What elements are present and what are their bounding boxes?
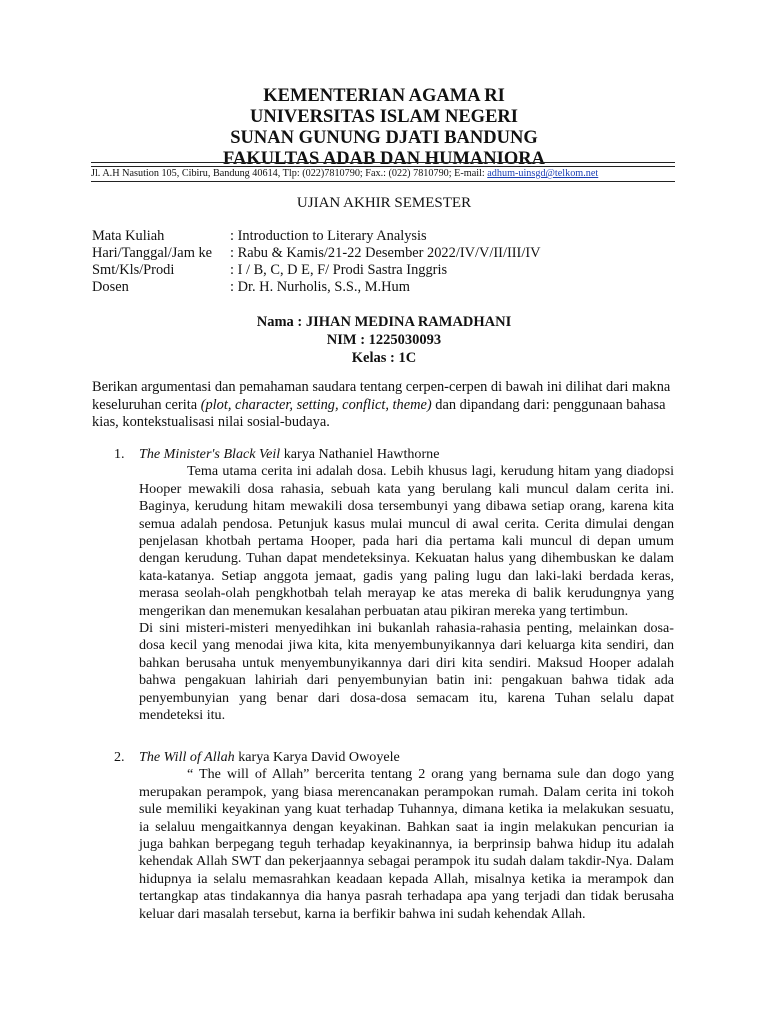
exam-title: UJIAN AKHIR SEMESTER (296, 195, 472, 211)
info-row (92, 245, 541, 262)
answer-body (114, 463, 674, 724)
answer-paragraph: “ The will of Allah” bercerita tentang 2 orang yang bernama sule dan dogo yang merupakan perampok, yang biasa merencanakan perampokan rumah. Dalam cerita ini tokoh sule memiliki keyakinan yang kuat terhadap Tuhannya, dimana ketika ia melakukan sesuatu, ia selaluu mengaitkannya dengan keyakinan. Bahkan saat ia ingin melakukan pencurian ia juga bahkan berpegang teguh terhadap keyakinannya, ia berprinsip bahwa hidup itu adalah kehendak Allah SWT dan pekerjaannya sebagai perampok itu sudah dalam takdir-Nya. Dalam hidupnya ia selalu memasrahkan keadaan kepada Allah, misalnya ketika ia merampok dan tertangkap atas tindakannya dia hanya pasrah terhadapa apa yang terjadi dan tidak berusaha keluar dari masalah tersebut, karna ia berfikir bahwa ini sudah kehendak Allah. (139, 766, 674, 922)
student-identity (0, 313, 768, 367)
item-number: 1. (114, 446, 125, 462)
faculty-title: FAKULTAS ADAB DAN HUMANIORA (223, 149, 545, 169)
story-author: karya Karya David Owoyele (234, 749, 400, 765)
answer-paragraph: Tema utama cerita ini adalah dosa. Lebih khusus lagi, kerudung hitam yang diadopsi Hooper mewakili dosa rahasia, sebuah kata yang berulang kali muncul dalam cerita ini. Baginya, kerudung hitam mewakili dosa tersembunyi yang dibawa setiap orang, karena kita semua adalah pendosa. Petunjuk kasus mulai muncul di awal cerita. Cerita dimulai dengan penjelasan khotbah pertama Hooper, pada hari dia pertama kali muncul di depan umum dengan kerudung. Tuhan dapat mendeteksinya. Kekuatan halus yang dihembuskan ke dalam kata-katanya. Setiap anggota jemaat, gadis yang paling lugu dan laki-laki berdada keras, merasa seolah-olah pengkhotbah telah merayap ke atas mereka di balik kerudungnya yang mengerikan dan menemukan kesalahan perbuatan atau pikiran mereka yang tertimbun. (139, 463, 674, 619)
instructions-text-2: dan dipandang dari: penggunaan bahasa kias, kontekstualisasi nilai sosial-budaya. (92, 396, 666, 430)
answer-body (114, 766, 674, 923)
item-heading (114, 446, 674, 463)
answer-item (114, 749, 674, 923)
info-key: Hari/Tanggal/Jam ke (92, 245, 213, 261)
info-value: : I / B, C, D E, F/ Prodi Sastra Inggris (230, 262, 448, 278)
info-key: Dosen (92, 279, 129, 295)
item-number: 2. (114, 749, 125, 765)
letterhead (0, 86, 768, 170)
item-heading (114, 749, 674, 766)
student-name: Nama : JIHAN MEDINA RAMADHANI (256, 314, 512, 330)
ministry-title: KEMENTERIAN AGAMA RI (263, 86, 505, 106)
info-row (92, 262, 541, 279)
student-nim: NIM : 1225030093 (326, 332, 442, 348)
answer-item (114, 446, 674, 725)
story-title: The Will of Allah (139, 749, 235, 765)
instructions (92, 379, 676, 432)
answer-paragraph: Di sini misteri-misteri menyedihkan ini bukanlah rahasia-rahasia penting, melainkan dosa-dosa kecil yang menodai jiwa kita, kita menyembunyikannya dari keluarga kita sendiri, dan bahkan berusaha untuk menyembunyikannya dari diri kita sendiri. Maksud Hooper adalah bahwa pengakuan lahiriah dari penyembunyian batin ini: pengakuan bahwa tidak ada penyembunyian yang benar dari dosa-dosa semacam itu, karena Tuhan selalu dapat mendeteksi itu. (139, 620, 674, 724)
address-line (91, 166, 675, 182)
email-link[interactable]: adhum-uinsgd@telkom.net (487, 168, 599, 179)
story-title: The Minister's Black Veil (139, 446, 281, 462)
course-info (92, 228, 541, 296)
header-rule-top (91, 162, 675, 163)
info-value: : Rabu & Kamis/21-22 Desember 2022/IV/V/II/III/IV (230, 245, 541, 261)
info-row (92, 279, 541, 296)
info-key: Mata Kuliah (92, 228, 165, 244)
info-key: Smt/Kls/Prodi (92, 262, 175, 278)
info-value: : Introduction to Literary Analysis (230, 228, 427, 244)
story-author: karya Nathaniel Hawthorne (280, 446, 440, 462)
info-value: : Dr. H. Nurholis, S.S., M.Hum (230, 279, 410, 295)
instructions-elements: (plot, character, setting, conflict, theme) (200, 396, 432, 413)
address-text: Jl. A.H Nasution 105, Cibiru, Bandung 40614, Tlp: (022)7810790; Fax.: (022) 7810790; E-mail: (91, 168, 488, 179)
header-rule-bottom (91, 181, 675, 182)
info-row (92, 228, 541, 245)
university-title: UNIVERSITAS ISLAM NEGERI (250, 107, 518, 127)
student-class: Kelas : 1C (351, 350, 417, 366)
university-subtitle: SUNAN GUNUNG DJATI BANDUNG (230, 128, 538, 148)
instructions-text-1: Berikan argumentasi dan pemahaman saudara tentang cerpen-cerpen di bawah ini dilihat dari makna keseluruhan cerita (92, 379, 671, 413)
